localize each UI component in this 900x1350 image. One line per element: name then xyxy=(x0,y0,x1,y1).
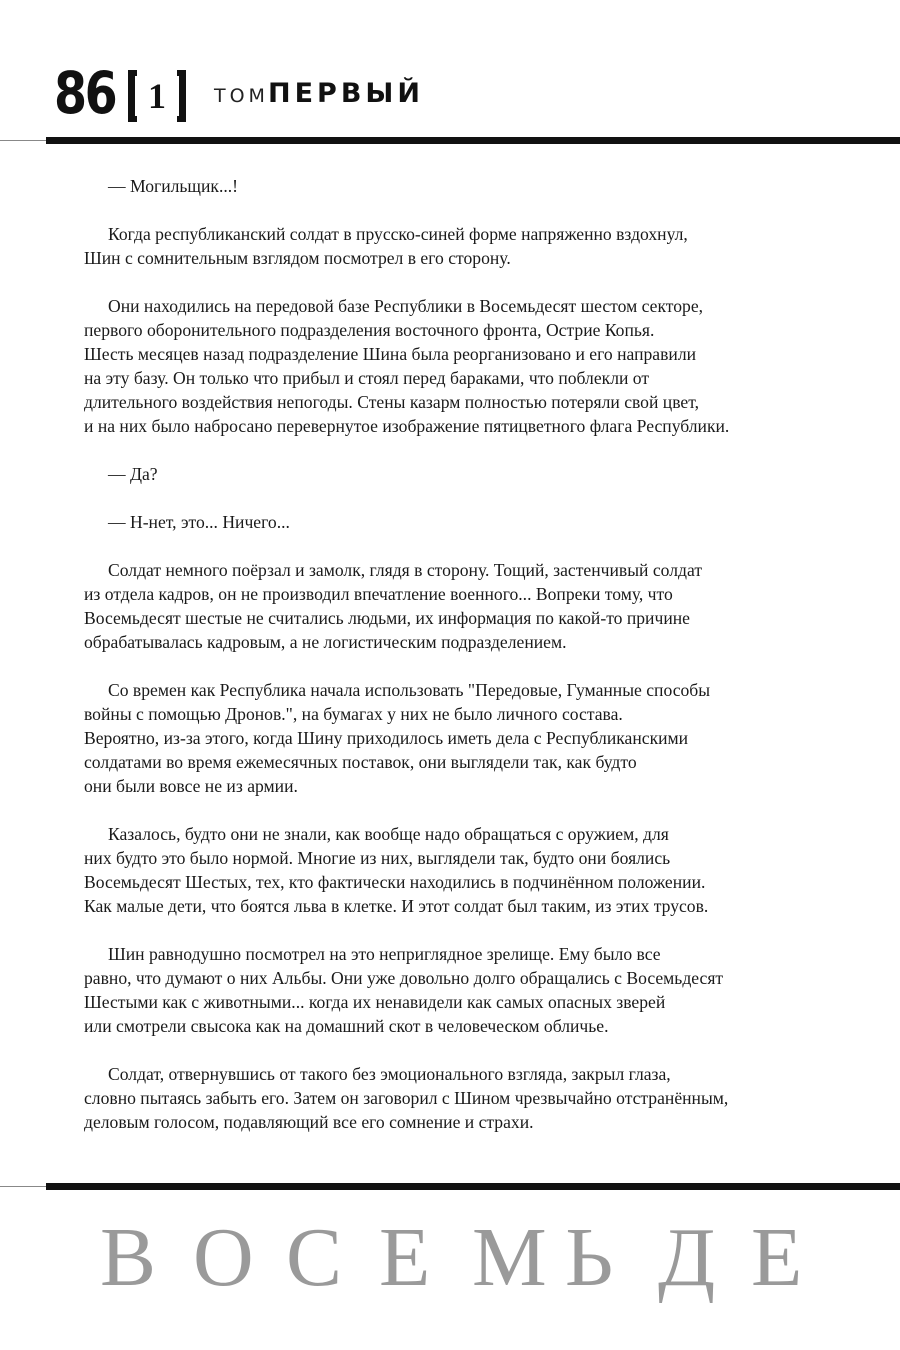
text-line: — Н-нет, это... Ничего... xyxy=(108,512,290,532)
footer-title xyxy=(100,1208,900,1318)
body-text xyxy=(84,174,844,1158)
page-header xyxy=(0,0,900,150)
text-line: Восемьдесят Шестых, тех, кто фактически находились в подчинённом положении. xyxy=(84,872,706,892)
paragraph xyxy=(84,558,844,654)
paragraph xyxy=(84,678,844,798)
paragraph xyxy=(84,510,844,534)
footer-rule-thin xyxy=(0,1186,46,1187)
text-line: они были вовсе не из армии. xyxy=(84,776,298,796)
text-line: Казалось, будто они не знали, как вообще надо обращаться с оружием, для xyxy=(108,824,669,844)
text-line: деловым голосом, подавляющий все его сомнение и страхи. xyxy=(84,1112,534,1132)
paragraph xyxy=(84,222,844,270)
text-line: Они находились на передовой базе Республики в Восемьдесят шестом секторе, xyxy=(108,296,704,316)
text-line: Как малые дети, что боятся льва в клетке. И этот солдат был таким, из этих трусов. xyxy=(84,896,709,916)
text-line: — Да? xyxy=(108,464,158,484)
volume-number-badge xyxy=(128,70,186,122)
text-line: первого оборонительного подразделения восточного фронта, Острие Копья. xyxy=(84,320,655,340)
paragraph xyxy=(84,942,844,1038)
text-line: равно, что думают о них Альбы. Они уже довольно долго обращались с Восемьдесят xyxy=(84,968,724,988)
header-rule-thick xyxy=(46,137,900,144)
footer-title-letter: Д xyxy=(658,1211,716,1304)
footer-rule-thick xyxy=(46,1183,900,1190)
text-line: них будто это было нормой. Многие из них, выглядели так, будто они боялись xyxy=(84,848,671,868)
footer-title-letter: С xyxy=(286,1211,343,1304)
right-bracket xyxy=(177,70,186,122)
text-line: Солдат немного поёрзал и замолк, глядя в сторону. Тощий, застенчивый солдат xyxy=(108,560,703,580)
footer-title-letter: Е xyxy=(751,1211,803,1304)
footer-title-letter: О xyxy=(193,1211,254,1304)
paragraph xyxy=(84,822,844,918)
volume-word: ТОМ xyxy=(214,85,269,107)
footer-title-letter: М xyxy=(472,1211,547,1304)
text-line: на эту базу. Он только что прибыл и стоял перед бараками, что поблекли от xyxy=(84,368,650,388)
text-line: — Могильщик...! xyxy=(108,176,238,196)
text-line: Шин равнодушно посмотрел на это неприглядное зрелище. Ему было все xyxy=(108,944,661,964)
paragraph xyxy=(84,174,844,198)
text-line: длительного воздействия непогоды. Стены казарм полностью потеряли свой цвет, xyxy=(84,392,699,412)
volume-name: ПЕРВЫЙ xyxy=(268,78,424,109)
paragraph xyxy=(84,294,844,438)
text-line: Солдат, отвернувшись от такого без эмоционального взгляда, закрыл глаза, xyxy=(108,1064,671,1084)
paragraph xyxy=(84,1062,844,1134)
text-line: словно пытаясь забыть его. Затем он заговорил с Шином чрезвычайно отстранённым, xyxy=(84,1088,729,1108)
text-line: или смотрели свысока как на домашний скот в человеческом обличье. xyxy=(84,1016,609,1036)
footer-title-letter: Е xyxy=(379,1211,431,1304)
text-line: Шестыми как с животными... когда их ненавидели как самых опасных зверей xyxy=(84,992,666,1012)
volume-number: 1 xyxy=(148,76,166,116)
footer-title-letter: В xyxy=(100,1211,157,1304)
text-line: и на них было набросано перевернутое изображение пятицветного флага Республики. xyxy=(84,416,730,436)
text-line: солдатами во время ежемесячных поставок, они выглядели так, как будто xyxy=(84,752,637,772)
footer-title-letter: Ь xyxy=(565,1211,614,1304)
text-line: Когда республиканский солдат в прусско-синей форме напряженно вздохнул, xyxy=(108,224,688,244)
text-line: войны с помощью Дронов.", на бумагах у них не было личного состава. xyxy=(84,704,623,724)
text-line: обрабатывалась кадровым, а не логистическим подразделением. xyxy=(84,632,567,652)
text-line: Шин с сомнительным взглядом посмотрел в его сторону. xyxy=(84,248,511,268)
text-line: Шесть месяцев назад подразделение Шина была реорганизовано и его направили xyxy=(84,344,697,364)
text-line: Вероятно, из-за этого, когда Шину приходилось иметь дела с Республиканскими xyxy=(84,728,689,748)
paragraph xyxy=(84,462,844,486)
text-line: Восемьдесят шестые не считались людьми, их информация по какой-то причине xyxy=(84,608,690,628)
page-number: 86 xyxy=(54,59,116,127)
text-line: Со времен как Республика начала использовать "Передовые, Гуманные способы xyxy=(108,680,711,700)
header-rule-thin xyxy=(0,140,46,141)
text-line: из отдела кадров, он не производил впечатление военного... Вопреки тому, что xyxy=(84,584,673,604)
